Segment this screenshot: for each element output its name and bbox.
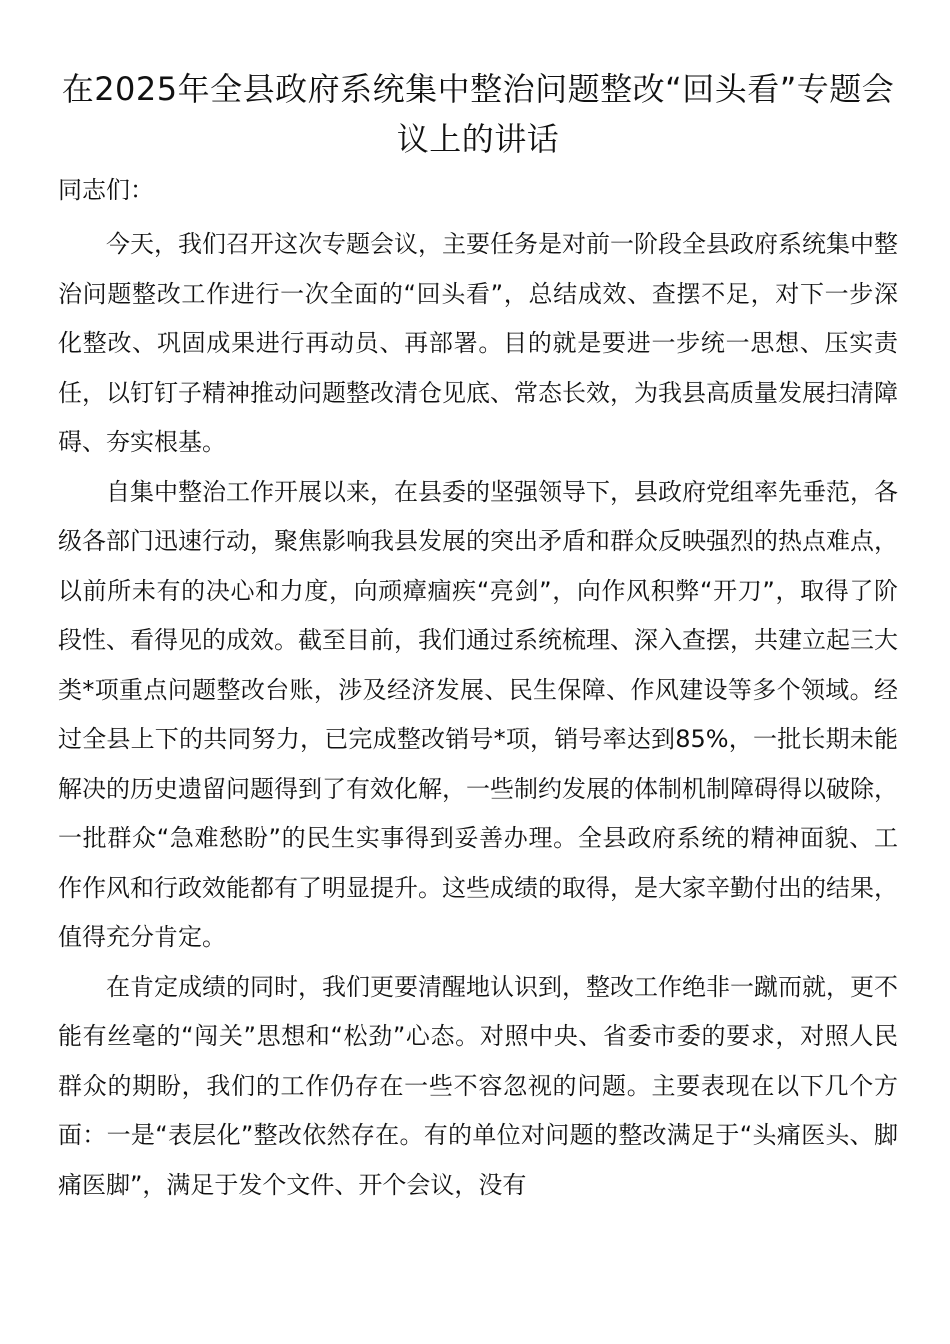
paragraph-2: 自集中整治工作开展以来，在县委的坚强领导下，县政府党组率先垂范，各级各部门迅速行动，聚焦影响我县发展的突出矛盾和群众反映强烈的热点难点，以前所未有的决心和力度，向顽瘴痼疾“亮剑”，向作风积弊“开刀”，取得了阶段性、看得见的成效。截至目前，我们通过系统梳理、深入查摆，共建立起三大类*项重点问题整改台账，涉及经济发展、民生保障、作风建设等多个领域。经过全县上下的共同努力，已完成整改销号*项，销号率达到85%，一批长期未能解决的历史遗留问题得到了有效化解，一些制约发展的体制机制障碍得以破除，一批群众“急难愁盼”的民生实事得到妥善办理。全县政府系统的精神面貌、工作作风和行政效能都有了明显提升。这些成绩的取得，是大家辛勤付出的结果，值得充分肯定。 (58, 477, 898, 951)
paragraph-3: 在肯定成绩的同时，我们更要清醒地认识到，整改工作绝非一蹴而就，更不能有丝毫的“闯关”思想和“松劲”心态。对照中央、省委市委的要求，对照人民群众的期盼，我们的工作仍存在一些不容忽视的问题。主要表现在以下几个方面：一是“表层化”整改依然存在。有的单位对问题的整改满足于“头痛医头、脚痛医脚”，满足于发个文件、开个会议，没有 (58, 972, 898, 1199)
document-title: 在2025年全县政府系统集中整治问题整改“回头看”专题会议上的讲话 (61, 70, 895, 158)
paragraph-1: 今天，我们召开这次专题会议，主要任务是对前一阶段全县政府系统集中整治问题整改工作进行一次全面的“回头看”，总结成效、查摆不足，对下一步深化整改、巩固成果进行再动员、再部署。目的就是要进一步统一思想、压实责任，以钉钉子精神推动问题整改清仓见底、常态长效，为我县高质量发展扫清障碍、夯实根基。 (58, 230, 898, 456)
document-page (58, 64, 898, 1210)
salutation: 同志们： (58, 176, 154, 204)
